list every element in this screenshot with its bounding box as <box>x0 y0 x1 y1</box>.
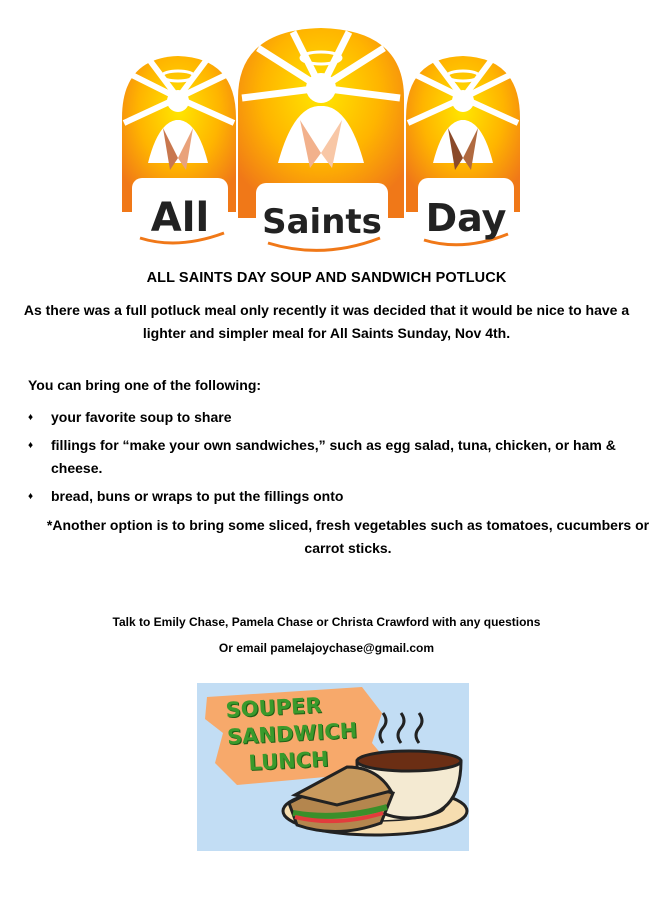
list-item <box>28 406 628 429</box>
list-item <box>28 434 628 480</box>
vegetable-note: *Another option is to bring some sliced, fresh vegetables such as tomatoes, cucumbers or carrot sticks. <box>46 517 650 556</box>
bring-list <box>28 406 628 513</box>
banner-line-sandwich: SANDWICH <box>226 718 358 750</box>
bullet-diamond-icon: ♦ <box>28 412 34 423</box>
logo-word-saints: Saints <box>262 202 382 242</box>
email-line: Or email pamelajoychase@gmail.com <box>218 641 435 655</box>
list-item-text: fillings for “make your own sandwiches,” such as egg salad, tuna, chicken, or ham & cheese. <box>51 437 616 476</box>
logo-word-all: All <box>150 195 210 241</box>
list-item-text: your favorite soup to share <box>51 409 232 425</box>
lunch-banner-text <box>225 689 389 778</box>
banner-line-souper: SOUPER <box>225 693 323 723</box>
all-saints-day-logo <box>118 28 524 254</box>
intro-paragraph: As there was a full potluck meal only recently it was decided that it would be nice to have a lighter and simpler meal for All Saints Sunday, Nov 4th. <box>23 302 630 341</box>
bullet-diamond-icon: ♦ <box>28 491 34 502</box>
list-item-text: bread, buns or wraps to put the fillings onto <box>51 488 344 504</box>
list-item <box>28 485 628 508</box>
banner-line-lunch: LUNCH <box>247 746 330 776</box>
logo-word-day: Day <box>425 196 507 240</box>
bring-list-lead: You can bring one of the following: <box>28 377 262 393</box>
bullet-diamond-icon: ♦ <box>28 440 34 451</box>
souper-sandwich-lunch-clipart <box>197 683 469 851</box>
contact-line: Talk to Emily Chase, Pamela Chase or Christa Crawford with any questions <box>112 615 541 629</box>
flyer-title: ALL SAINTS DAY SOUP AND SANDWICH POTLUCK <box>146 270 507 286</box>
